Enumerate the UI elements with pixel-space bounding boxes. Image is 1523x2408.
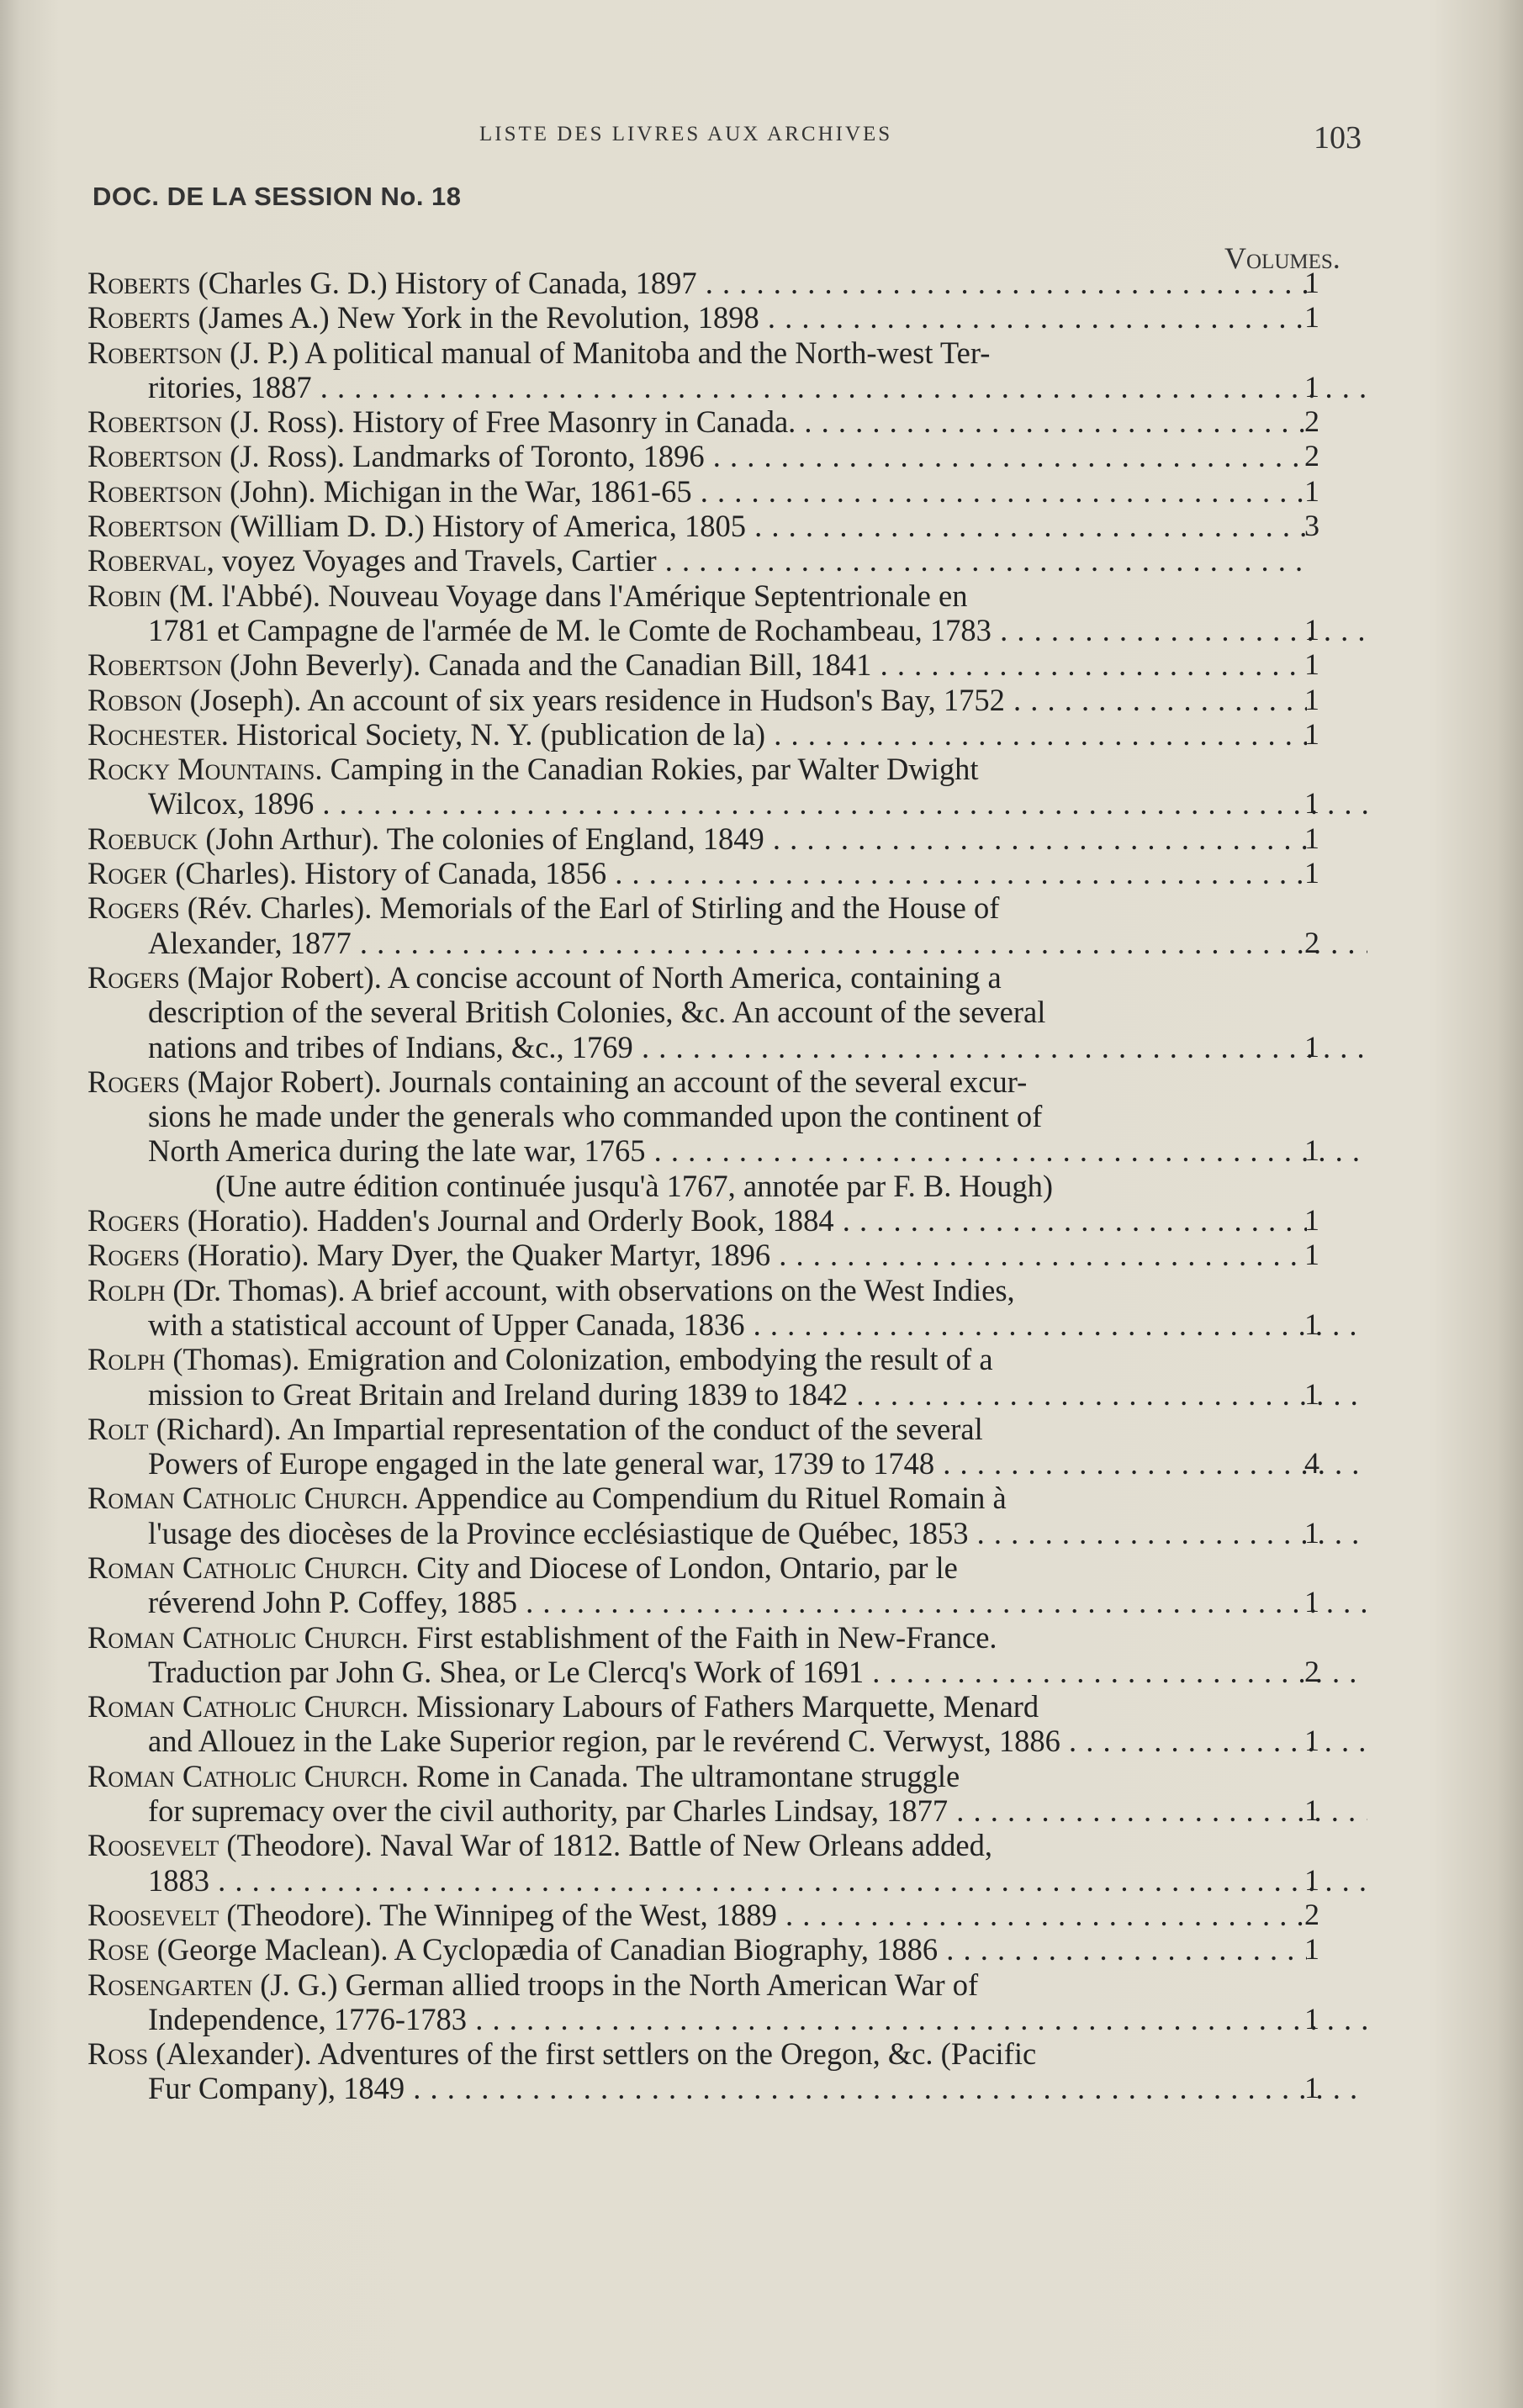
entry-first-line (0, 2036, 1523, 2071)
entry-first-line (0, 821, 1307, 856)
entry-first-line (0, 1967, 1523, 2002)
entry-title: (William D. D.) History of America, 1805 (222, 509, 746, 544)
entry-author: Rogers (87, 1203, 180, 1238)
volume-count: 1 (1304, 1515, 1319, 1550)
entry-text (87, 1620, 997, 1655)
volume-count: 1 (1304, 1793, 1319, 1828)
entry-continuation-text: Fur Company), 1849 . . . (148, 2071, 1367, 2105)
catalogue-entry (0, 1412, 1523, 1481)
entry-continuation-line (0, 1377, 1367, 1412)
entry-first-line (0, 856, 1307, 890)
catalogue-entry (0, 1550, 1523, 1620)
catalogue-entry (0, 1759, 1523, 1829)
entry-continuation-text: nations and tribes of Indians, &c., 1769 . . . (148, 1030, 1367, 1064)
entry-author: Rolph (87, 1272, 166, 1307)
entry-title: (George Maclean). A Cyclopædia of Canadian Biography, 1886 (149, 1932, 939, 1967)
entry-title: (Alexander). Adventures of the first settlers on the Oregon, &c. (Pacific (148, 2036, 1037, 2072)
entry-title: (J. G.) German allied troops in the North American War of (252, 1967, 979, 2002)
entry-text (87, 335, 990, 370)
catalogue-entry (0, 266, 1523, 300)
entry-text (87, 821, 1307, 856)
catalogue-entry (0, 474, 1523, 509)
volume-count: 1 (1304, 1724, 1319, 1758)
catalogue-entry (0, 890, 1523, 960)
volume-count: 1 (1304, 821, 1319, 855)
entry-first-line (0, 300, 1307, 335)
volume-count: 1 (1304, 2001, 1319, 2036)
catalogue-entry (0, 752, 1523, 821)
volume-count: 1 (1304, 786, 1319, 821)
entry-author: Robertson (87, 404, 223, 440)
catalogue-entry (0, 647, 1523, 682)
entry-text (87, 2036, 1036, 2071)
entry-first-line (0, 1759, 1523, 1793)
entry-author: Robertson (87, 509, 223, 544)
entry-author: Robertson (87, 473, 223, 509)
catalogue-entry (0, 543, 1523, 578)
entry-text (87, 1342, 993, 1376)
entry-title: (M. l'Abbé). Nouveau Voyage dans l'Amérique Septentrionale en (161, 578, 968, 613)
entry-author: Roberts (87, 300, 191, 335)
entry-title: . Historical Society, N. Y. (publication de la) (220, 716, 766, 752)
entry-title: (Charles). History of Canada, 1856 (167, 856, 607, 891)
catalogue-entry (0, 960, 1523, 1064)
entry-text (87, 300, 1307, 335)
entry-title: (J. Ross). Landmarks of Toronto, 1896 (222, 439, 705, 474)
volume-count: 1 (1304, 300, 1319, 335)
entry-text (87, 717, 1307, 752)
entry-text (87, 1828, 992, 1862)
entry-continuation-text: mission to Great Britain and Ireland during 1839 to 1842 . . . (148, 1377, 1367, 1412)
entry-first-line (0, 474, 1307, 509)
entry-continuation-line (0, 613, 1367, 647)
catalogue-entries (0, 266, 1523, 2106)
entry-author: Rogers (87, 890, 180, 926)
entry-title: (Richard). An Impartial representation of the conduct of the several (148, 1411, 983, 1446)
entry-author: Rogers (87, 1064, 180, 1099)
volume-count: 3 (1304, 509, 1319, 543)
entry-text (87, 1550, 958, 1585)
volume-count: 1 (1304, 266, 1319, 299)
entry-first-line (0, 1898, 1307, 1932)
entry-text (87, 543, 1307, 578)
volume-count: 2 (1304, 1654, 1319, 1688)
entry-author: Roman Catholic Church (87, 1550, 401, 1585)
entry-text (87, 890, 999, 925)
entry-title: (Major Robert). Journals containing an account of the several excur- (179, 1064, 1028, 1099)
entry-continuation-line (0, 1516, 1367, 1550)
volume-count: 1 (1304, 1862, 1319, 1897)
entry-title: (Thomas). Emigration and Colonization, embodying the result of a (165, 1342, 993, 1377)
catalogue-entry (0, 439, 1523, 473)
volume-count: 1 (1304, 1376, 1319, 1411)
entry-text (87, 474, 1307, 509)
catalogue-entry (0, 578, 1523, 648)
entry-title: (Horatio). Mary Dyer, the Quaker Martyr, 1896 (179, 1238, 771, 1273)
entry-first-line (0, 578, 1523, 613)
entry-title: (James A.) New York in the Revolution, 1898 (190, 300, 759, 335)
entry-text (87, 1481, 1007, 1515)
volume-count: 1 (1304, 716, 1319, 751)
entry-author: Robertson (87, 335, 223, 370)
entry-continuation-line (0, 786, 1367, 821)
entry-first-line (0, 960, 1523, 995)
entry-author: Roberts (87, 266, 191, 300)
entry-author: Roebuck (87, 821, 198, 856)
catalogue-entry (0, 1203, 1523, 1238)
entry-first-line (0, 1620, 1523, 1655)
entry-continuation-text: with a statistical account of Upper Canada, 1836 . . . (148, 1307, 1367, 1342)
entry-continuation-text: Powers of Europe engaged in the late general war, 1739 to 1748 . . . (148, 1446, 1367, 1481)
volume-count: 1 (1304, 1932, 1319, 1967)
volume-count: 4 (1304, 1446, 1319, 1481)
entry-continuation-text: ritories, 1887 . . . (148, 370, 1367, 404)
entry-continuation-line (0, 2002, 1367, 2036)
entry-text (87, 856, 1307, 890)
volume-count: 2 (1304, 439, 1319, 473)
entry-title: . First establishment of the Faith in New-France. (400, 1619, 997, 1655)
entry-first-line (0, 1932, 1307, 1967)
entry-title: . Missionary Labours of Fathers Marquette, Menard (400, 1689, 1039, 1724)
entry-text (87, 439, 1307, 473)
entry-first-line (0, 752, 1523, 786)
entry-title: . Appendice au Compendium du Rituel Romain à (400, 1481, 1007, 1516)
entry-continuation-line (0, 370, 1367, 404)
volume-count: 1 (1304, 612, 1319, 647)
entry-author: Robson (87, 682, 182, 717)
entry-first-line (0, 1689, 1523, 1724)
entry-title: (Joseph). An account of six years residence in Hudson's Bay, 1752 (182, 682, 1005, 717)
entry-first-line (0, 890, 1523, 925)
entry-first-line (0, 404, 1307, 439)
catalogue-entry (0, 717, 1523, 752)
entry-continuation-text: 1781 et Campagne de l'armée de M. le Comte de Rochambeau, 1783 . . . (148, 613, 1367, 647)
entry-first-line (0, 1064, 1523, 1099)
entry-text (87, 1898, 1307, 1932)
entry-continuation-line (0, 1030, 1367, 1064)
catalogue-entry (0, 1481, 1523, 1550)
volume-count: 1 (1304, 647, 1319, 682)
entry-author: Rogers (87, 1238, 180, 1273)
entry-author: Rogers (87, 959, 180, 995)
entry-author: Roberval (87, 543, 207, 578)
entry-first-line (0, 1412, 1523, 1446)
volume-count: 2 (1304, 925, 1319, 959)
entry-text (87, 1203, 1307, 1238)
entry-text (87, 266, 1307, 300)
entry-author: Rolt (87, 1411, 149, 1446)
catalogue-entry (0, 1342, 1523, 1412)
entry-first-line (0, 1238, 1307, 1272)
entry-title: (John Arthur). The colonies of England, 1849 (198, 821, 764, 856)
entry-continuation-line (0, 1793, 1367, 1828)
entry-continuation-line (0, 1863, 1367, 1898)
entry-continuation-line (0, 995, 1523, 1029)
page-number: 103 (1314, 120, 1362, 156)
catalogue-entry (0, 1932, 1523, 1967)
entry-text (87, 1967, 978, 2002)
volume-count: 1 (1304, 473, 1319, 508)
entry-first-line (0, 439, 1307, 473)
catalogue-entry (0, 509, 1523, 543)
entry-title: . Rome in Canada. The ultramontane struggle (400, 1758, 960, 1793)
entry-text (87, 647, 1307, 682)
entry-continuation-line (0, 1307, 1367, 1342)
entry-first-line (0, 717, 1307, 752)
entry-author: Rosengarten (87, 1967, 253, 2002)
entry-title: (Horatio). Hadden's Journal and Orderly Book, 1884 (179, 1203, 834, 1238)
catalogue-entry (0, 1967, 1523, 2037)
catalogue-entry (0, 1238, 1523, 1272)
entry-author: Roman Catholic Church (87, 1619, 401, 1655)
entry-first-line (0, 266, 1307, 300)
catalogue-entry (0, 1689, 1523, 1759)
entry-continuation-line (0, 2071, 1367, 2105)
entry-continuation-text: description of the several British Colonies, &c. An account of the several (148, 995, 1046, 1030)
entry-continuation-text: Wilcox, 1896 . . . (148, 786, 1367, 821)
volume-count: 1 (1304, 1307, 1319, 1341)
entry-text (87, 1689, 1039, 1724)
entry-author: Roman Catholic Church (87, 1758, 401, 1793)
catalogue-entry (0, 1898, 1523, 1932)
entry-continuation-text: North America during the late war, 1765 . . . (148, 1133, 1367, 1168)
entry-text (87, 683, 1307, 717)
entry-title: (Dr. Thomas). A brief account, with observations on the West Indies, (165, 1272, 1015, 1307)
entry-title: (Major Robert). A concise account of North America, containing a (179, 959, 1002, 995)
entry-title: (John). Michigan in the War, 1861-65 (222, 473, 692, 509)
entry-author: Ross (87, 2036, 149, 2072)
entry-text (87, 404, 1307, 439)
entry-first-line (0, 543, 1307, 578)
entry-first-line (0, 1203, 1307, 1238)
entry-continuation-text: 1883 . . . (148, 1863, 1367, 1898)
entry-first-line (0, 1273, 1523, 1307)
catalogue-entry (0, 821, 1523, 856)
entry-continuation-line (0, 1099, 1523, 1133)
entry-first-line (0, 509, 1307, 543)
entry-author: Roger (87, 856, 168, 891)
doc-session-label: DOC. DE LA SESSION No. 18 (93, 182, 462, 211)
entry-title: (Theodore). Naval War of 1812. Battle of New Orleans added, (219, 1828, 992, 1863)
entry-continuation-line (0, 1585, 1367, 1619)
catalogue-entry (0, 1273, 1523, 1343)
entry-text (87, 1273, 1015, 1307)
catalogue-entry (0, 1620, 1523, 1690)
catalogue-entry (0, 683, 1523, 717)
entry-text (87, 1064, 1027, 1099)
volume-count: 1 (1304, 1203, 1319, 1238)
entry-continuation-line (0, 1655, 1367, 1689)
entry-continuation-text: réverend John P. Coffey, 1885 . . . (148, 1585, 1367, 1619)
entry-text (87, 578, 967, 613)
entry-continuation-line (0, 926, 1367, 960)
volume-count: 1 (1304, 856, 1319, 890)
volumes-column-header: Volumes. (1224, 241, 1341, 275)
entry-author: Roman Catholic Church (87, 1481, 401, 1516)
entry-text (87, 1412, 983, 1446)
entry-edition-note: (Une autre édition continuée jusqu'à 1767, annotée par F. B. Hough) (215, 1168, 1053, 1203)
entry-title: . Camping in the Canadian Rokies, par Walter Dwight (315, 752, 979, 787)
entry-author: Roosevelt (87, 1828, 219, 1863)
volume-count: 1 (1304, 1238, 1319, 1272)
entry-text (87, 1932, 1307, 1967)
volume-count: 1 (1304, 682, 1319, 716)
volume-count: 2 (1304, 1897, 1319, 1931)
volume-count: 1 (1304, 1029, 1319, 1064)
entry-title: (J. P.) A political manual of Manitoba and the North-west Ter- (222, 335, 991, 370)
volume-count: 1 (1304, 1133, 1319, 1168)
volume-count: 2 (1304, 404, 1319, 439)
entry-text (87, 960, 1002, 995)
entry-first-line (0, 683, 1307, 717)
entry-continuation-text: l'usage des diocèses de la Province ecclésiastique de Québec, 1853 . . . (148, 1516, 1367, 1550)
catalogue-entry (0, 300, 1523, 335)
entry-text (87, 1238, 1307, 1272)
entry-title: (John Beverly). Canada and the Canadian Bill, 1841 (222, 647, 872, 683)
entry-continuation-line (0, 1724, 1367, 1758)
volume-count: 1 (1304, 1585, 1319, 1619)
volume-count: 1 (1304, 369, 1319, 404)
entry-author: Robin (87, 578, 161, 613)
volume-count: 1 (1304, 2071, 1319, 2105)
catalogue-entry (0, 1064, 1523, 1203)
running-title: LISTE DES LIVRES AUX ARCHIVES (479, 123, 893, 145)
entry-continuation-text: sions he made under the generals who commanded upon the continent of (148, 1099, 1043, 1134)
entry-text (87, 752, 979, 786)
entry-continuation-text: Traduction par John G. Shea, or Le Clercq's Work of 1691 . . . (148, 1655, 1367, 1689)
entry-continuation-text: Independence, 1776-1783 . . . (148, 2002, 1367, 2036)
entry-first-line (0, 335, 1523, 370)
catalogue-entry (0, 335, 1523, 405)
entry-author: Roosevelt (87, 1897, 219, 1932)
entry-author: Rolph (87, 1342, 166, 1377)
entry-continuation-line (0, 1446, 1367, 1481)
entry-title: (Charles G. D.) History of Canada, 1897 (190, 266, 697, 300)
entry-first-line (0, 1550, 1523, 1585)
entry-title: (Rév. Charles). Memorials of the Earl of Stirling and the House of (179, 890, 1000, 926)
entry-continuation-line (0, 1133, 1367, 1168)
entry-first-line (0, 1342, 1523, 1376)
catalogue-entry (0, 2036, 1523, 2106)
entry-author: Robertson (87, 439, 223, 474)
entry-author: Robertson (87, 647, 223, 683)
entry-text (87, 509, 1307, 543)
entry-title: , voyez Voyages and Travels, Cartier (206, 543, 657, 578)
entry-title: . City and Diocese of London, Ontario, par le (400, 1550, 958, 1585)
entry-author: Rocky Mountains (87, 752, 315, 787)
entry-continuation-text: Alexander, 1877 . . . (148, 926, 1367, 960)
entry-title: (J. Ross). History of Free Masonry in Canada. (222, 404, 796, 440)
entry-continuation-text: for supremacy over the civil authority, par Charles Lindsay, 1877 . . . (148, 1793, 1367, 1828)
entry-title: (Theodore). The Winnipeg of the West, 1889 (219, 1897, 777, 1932)
entry-first-line (0, 647, 1307, 682)
entry-text (87, 1759, 960, 1793)
entry-first-line (0, 1828, 1523, 1862)
catalogue-entry (0, 1828, 1523, 1898)
entry-author: Rose (87, 1932, 150, 1967)
entry-continuation-text: and Allouez in the Lake Superior region, par le revérend C. Verwyst, 1886 . . . (148, 1724, 1367, 1758)
entry-author: Rochester (87, 716, 221, 752)
entry-first-line (0, 1481, 1523, 1515)
catalogue-entry (0, 404, 1523, 439)
catalogue-entry (0, 856, 1523, 890)
entry-author: Roman Catholic Church (87, 1689, 401, 1724)
